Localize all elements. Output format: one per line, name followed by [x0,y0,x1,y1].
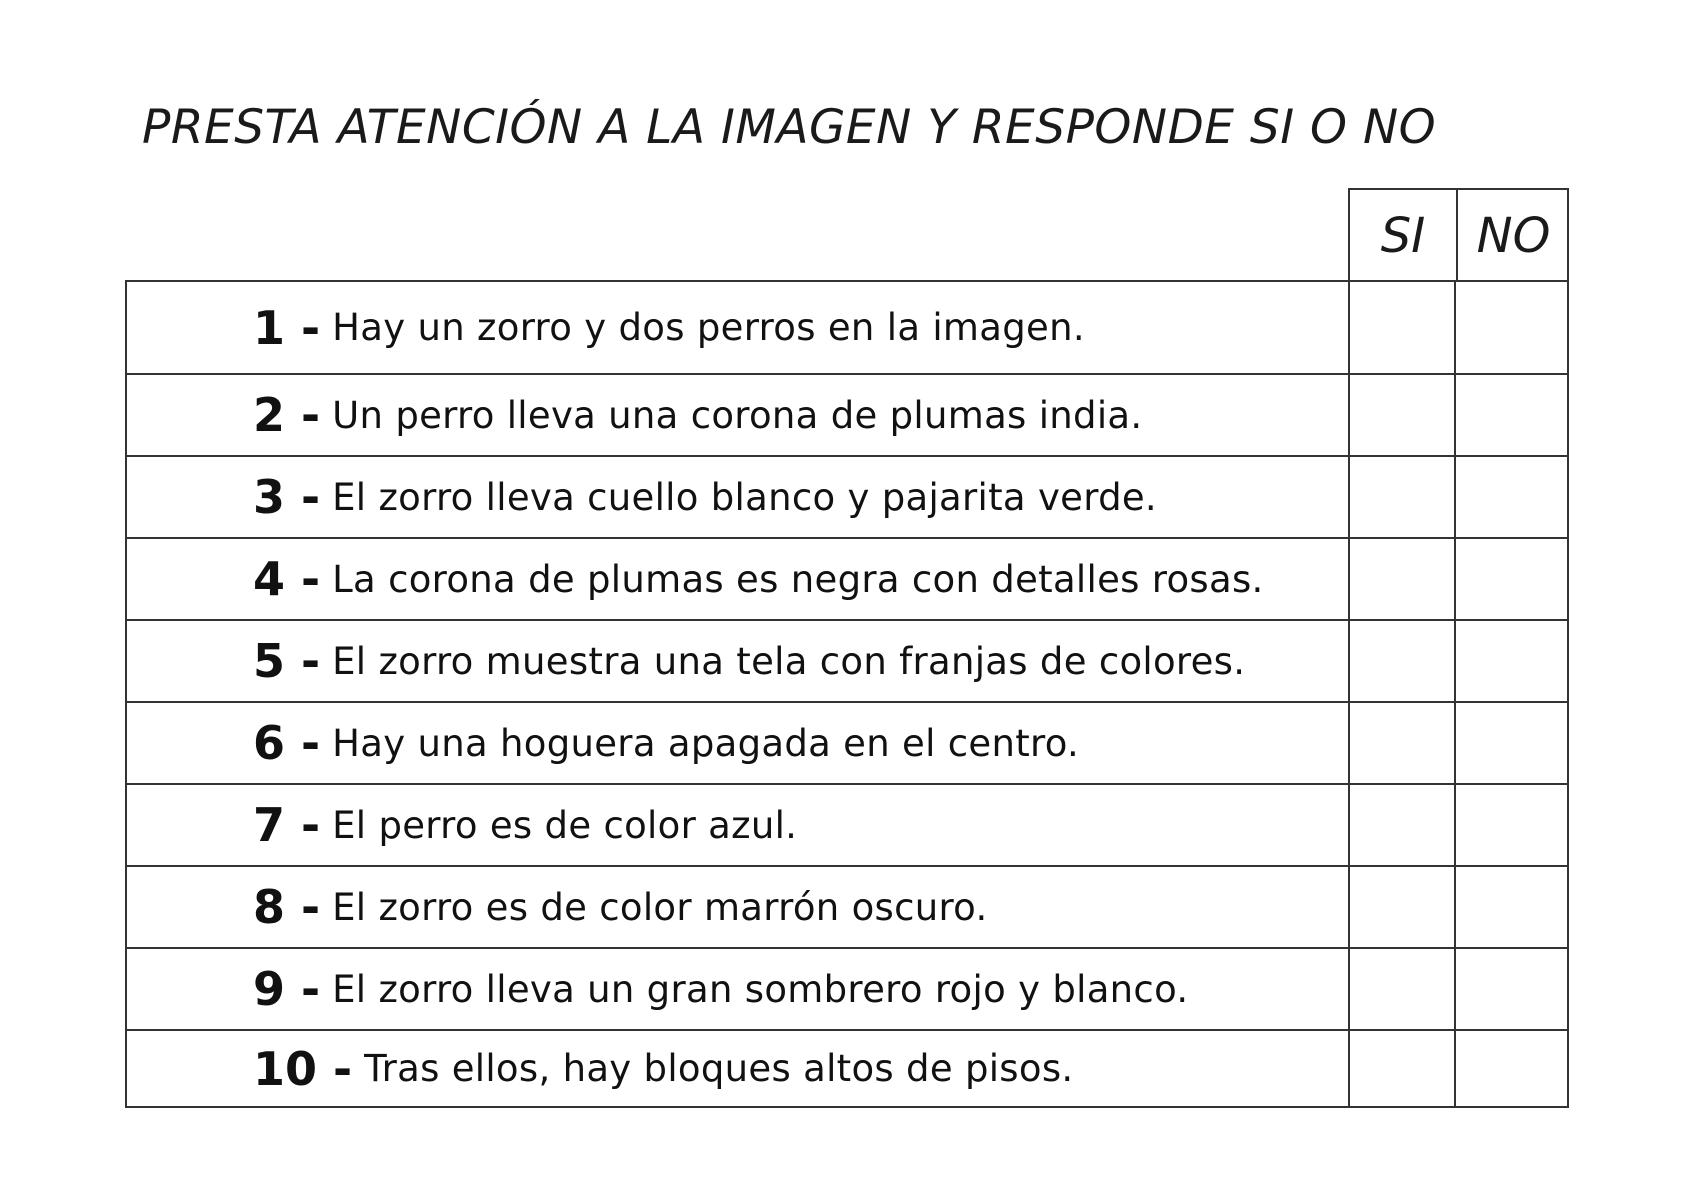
column-header-si: SI [1350,190,1458,281]
question-text: El zorro lleva cuello blanco y pajarita verde. [332,475,1157,519]
answer-box-no-4[interactable] [1456,539,1567,619]
question-row-7 [127,785,1567,867]
answer-box-no-10[interactable] [1456,1031,1567,1106]
answer-box-no-6[interactable] [1456,703,1567,783]
question-cell [127,282,1350,373]
answer-box-si-3[interactable] [1350,457,1456,537]
question-number: 8 - [253,880,321,934]
question-row-2 [127,375,1567,457]
question-text: El zorro muestra una tela con franjas de colores. [332,639,1246,683]
question-cell [127,949,1350,1029]
question-text: El zorro es de color marrón oscuro. [332,885,988,929]
question-cell [127,621,1350,701]
question-row-10 [127,1031,1567,1106]
answer-box-no-8[interactable] [1456,867,1567,947]
answer-box-si-6[interactable] [1350,703,1456,783]
question-row-1 [127,282,1567,375]
question-cell [127,867,1350,947]
question-number: 3 - [253,470,321,524]
answer-column-headers [1348,188,1569,281]
answer-box-si-4[interactable] [1350,539,1456,619]
answer-box-si-5[interactable] [1350,621,1456,701]
question-row-6 [127,703,1567,785]
question-number: 4 - [253,552,321,606]
question-text: Tras ellos, hay bloques altos de pisos. [364,1047,1074,1090]
answer-box-si-10[interactable] [1350,1031,1456,1106]
question-number: 5 - [253,634,321,688]
question-text: Hay una hoguera apagada en el centro. [332,721,1080,765]
question-number: 2 - [253,388,321,442]
question-row-4 [127,539,1567,621]
question-number: 9 - [253,962,321,1016]
question-cell [127,703,1350,783]
answer-box-no-7[interactable] [1456,785,1567,865]
question-cell [127,1031,1350,1106]
question-text: Hay un zorro y dos perros en la imagen. [332,306,1085,349]
answer-box-no-5[interactable] [1456,621,1567,701]
question-text: Un perro lleva una corona de plumas india. [332,393,1143,437]
question-cell [127,457,1350,537]
answer-box-si-8[interactable] [1350,867,1456,947]
question-row-5 [127,621,1567,703]
question-cell [127,539,1350,619]
question-number: 6 - [253,716,321,770]
answer-box-si-2[interactable] [1350,375,1456,455]
answer-box-si-1[interactable] [1350,282,1456,373]
question-text: La corona de plumas es negra con detalles rosas. [332,557,1264,601]
question-text: El zorro lleva un gran sombrero rojo y blanco. [332,967,1189,1011]
answer-box-si-9[interactable] [1350,949,1456,1029]
question-row-8 [127,867,1567,949]
question-number: 10 - [253,1041,353,1096]
answer-box-no-9[interactable] [1456,949,1567,1029]
question-text: El perro es de color azul. [332,803,798,847]
answer-box-no-2[interactable] [1456,375,1567,455]
question-number: 7 - [253,798,321,852]
question-number: 1 - [253,300,321,355]
answer-box-no-3[interactable] [1456,457,1567,537]
question-cell [127,785,1350,865]
answer-box-no-1[interactable] [1456,282,1567,373]
question-row-3 [127,457,1567,539]
answer-box-si-7[interactable] [1350,785,1456,865]
question-cell [127,375,1350,455]
questions-table [125,280,1569,1108]
worksheet-title: PRESTA ATENCIÓN A LA IMAGEN Y RESPONDE SI O NO [142,100,1437,155]
column-header-no: NO [1476,207,1551,264]
question-row-9 [127,949,1567,1031]
